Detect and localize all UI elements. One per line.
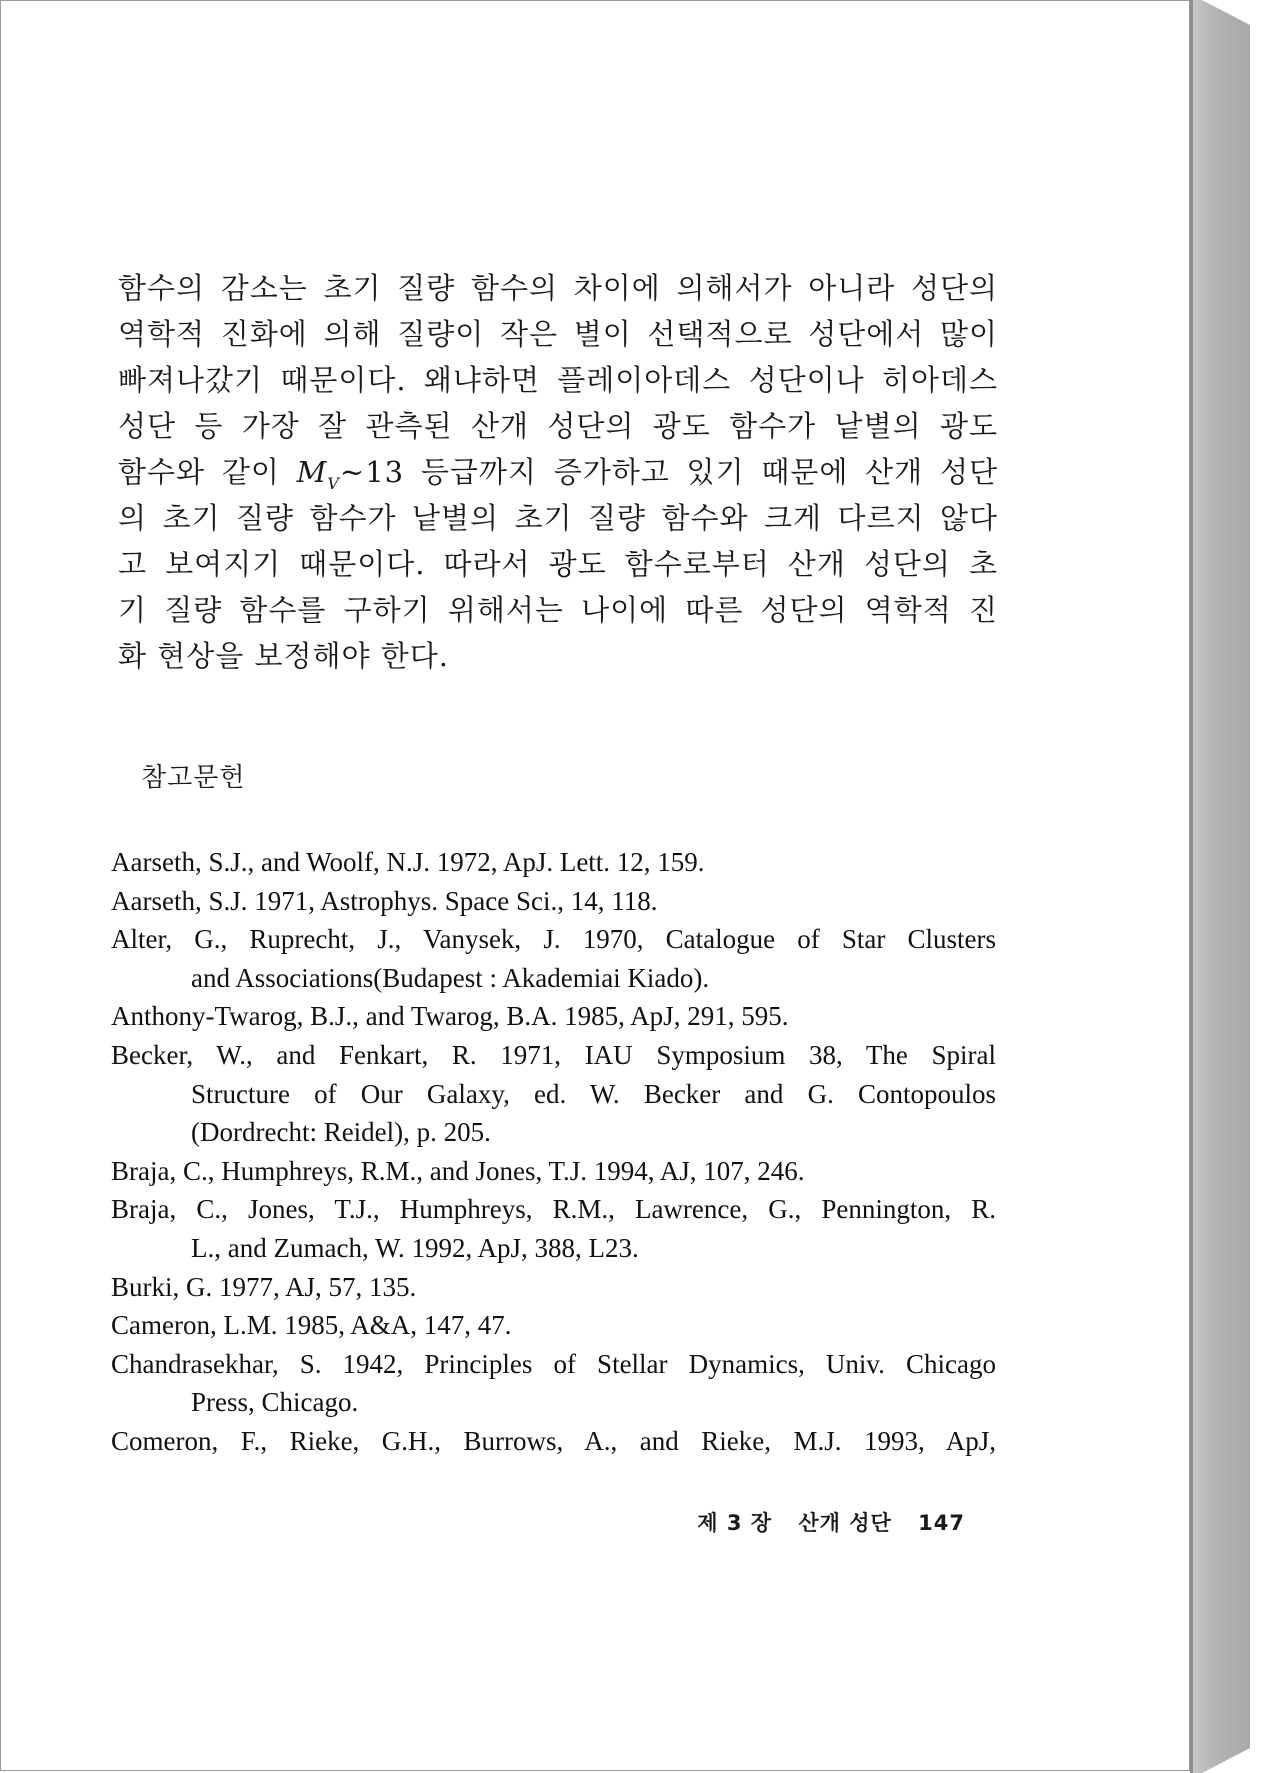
page-edge-shadow: [1190, 0, 1193, 1773]
body-line-with-math: [118, 449, 998, 495]
body-text-segment: ~13 등급까지 증가하고 있기 때문에 산개 성단: [339, 455, 998, 489]
page-number: 147: [918, 1511, 965, 1535]
reference-entry: Alter, G., Ruprecht, J., Vanysek, J. 1970, Catalogue of Star Clusters: [111, 924, 996, 955]
body-line: 고 보여지기 때문이다. 따라서 광도 함수로부터 산개 성단의 초: [118, 547, 998, 581]
mv-letter: M: [296, 455, 328, 489]
reference-entry: Becker, W., and Fenkart, R. 1971, IAU Symposium 38, The Spiral: [111, 1039, 996, 1070]
reference-entry: Aarseth, S.J. 1971, Astrophys. Space Sci., 14, 118.: [111, 885, 658, 916]
body-line: 역학적 진화에 의해 질량이 작은 별이 선택적으로 성단에서 많이: [118, 317, 998, 351]
reference-entry: Comeron, F., Rieke, G.H., Burrows, A., and Rieke, M.J. 1993, ApJ,: [111, 1425, 996, 1456]
body-line: 함수의 감소는 초기 질량 함수의 차이에 의해서가 아니라 성단의: [118, 271, 998, 305]
reference-continuation: L., and Zumach, W. 1992, ApJ, 388, L23.: [191, 1232, 639, 1263]
body-text-segment: 함수와 같이: [118, 455, 297, 489]
mv-subscript: V: [327, 473, 340, 493]
references-list: [111, 843, 996, 1461]
mv-symbol: [296, 455, 340, 493]
reference-entry: Aarseth, S.J., and Woolf, N.J. 1972, ApJ. Lett. 12, 159.: [111, 847, 705, 877]
reference-entry: Cameron, L.M. 1985, A&A, 147, 47.: [111, 1310, 512, 1341]
chapter-label: 제 3 장: [697, 1511, 773, 1535]
reference-entry: Braja, C., Jones, T.J., Humphreys, R.M., Lawrence, G., Pennington, R.: [111, 1194, 996, 1225]
references-heading: 참고문헌: [141, 763, 246, 793]
body-line: 성단 등 가장 잘 관측된 산개 성단의 광도 함수가 낱별의 광도: [118, 409, 998, 443]
body-paragraph: [118, 265, 998, 679]
reference-continuation: (Dordrecht: Reidel), p. 205.: [191, 1117, 491, 1148]
page-footer: [697, 1507, 965, 1537]
chapter-title: 산개 성단: [798, 1511, 892, 1535]
reference-continuation: Press, Chicago.: [191, 1387, 359, 1418]
body-line: 빠져나갔기 때문이다. 왜냐하면 플레이아데스 성단이나 히아데스: [118, 363, 998, 397]
reference-continuation: and Associations(Budapest : Akademiai Kiado).: [191, 962, 710, 993]
reference-entry: Burki, G. 1977, AJ, 57, 135.: [111, 1271, 417, 1302]
reference-entry: Chandrasekhar, S. 1942, Principles of Stellar Dynamics, Univ. Chicago: [111, 1348, 996, 1379]
body-line: 화 현상을 보정해야 한다.: [118, 639, 450, 673]
reference-entry: Anthony-Twarog, B.J., and Twarog, B.A. 1985, ApJ, 291, 595.: [111, 1001, 789, 1032]
body-line: 기 질량 함수를 구하기 위해서는 나이에 따른 성단의 역학적 진: [118, 593, 998, 627]
body-line: 의 초기 질량 함수가 낱별의 초기 질량 함수와 크게 다르지 않다: [118, 501, 998, 535]
reference-entry: Braja, C., Humphreys, R.M., and Jones, T.J. 1994, AJ, 107, 246.: [111, 1155, 805, 1186]
reference-continuation: Structure of Our Galaxy, ed. W. Becker and G. Contopoulos: [191, 1078, 996, 1109]
page-stack-edge: [1190, 0, 1250, 1773]
